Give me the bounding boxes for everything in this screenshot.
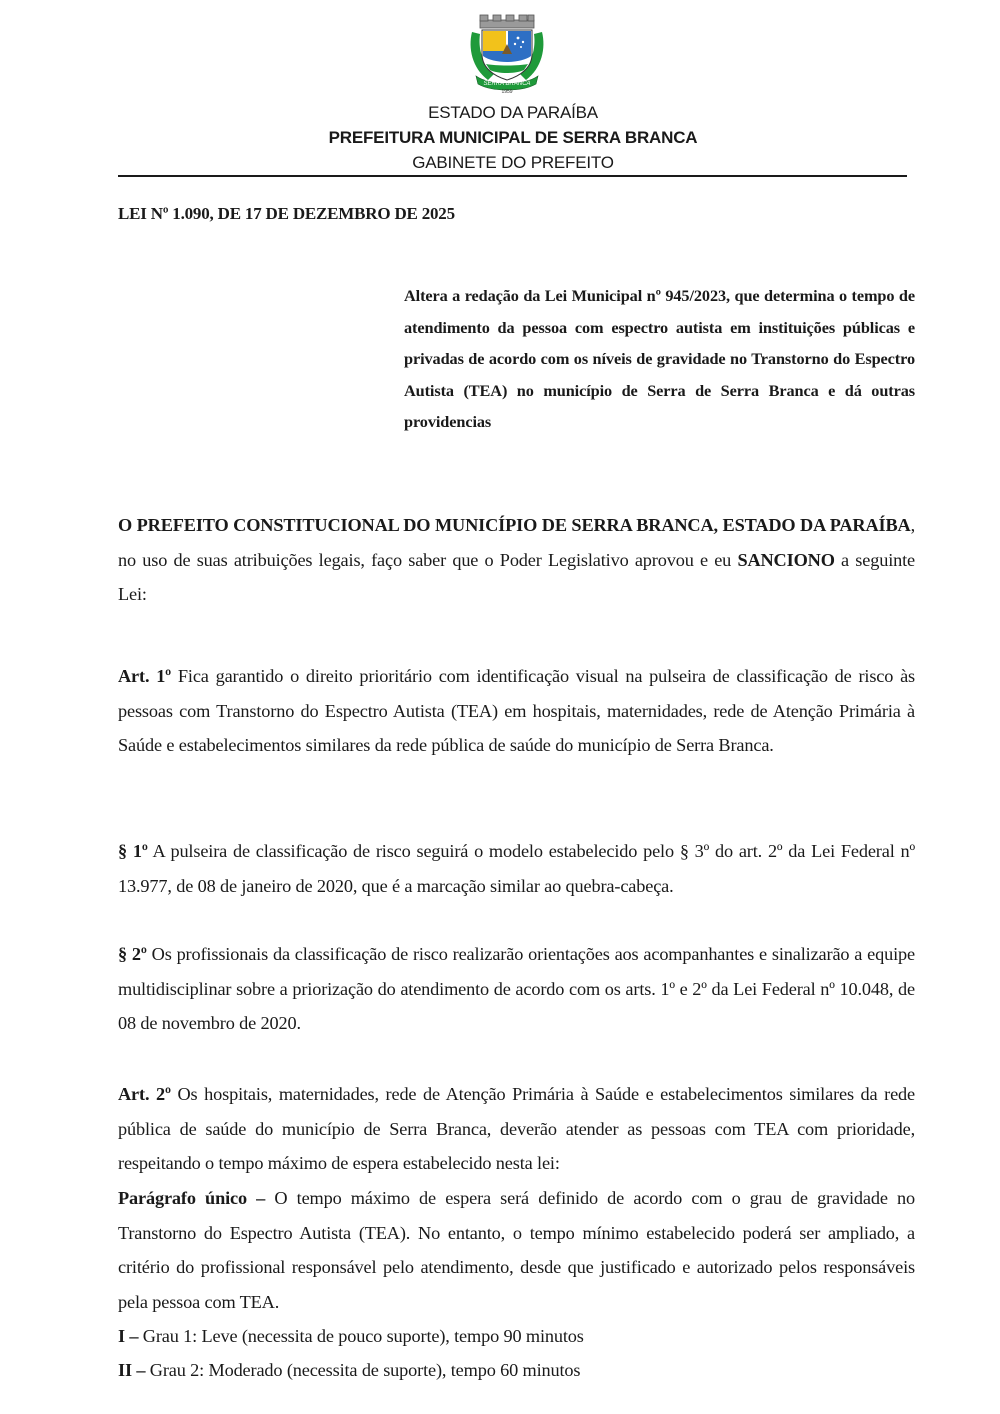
- preamble-text-2: a seguinte Lei:: [118, 549, 916, 605]
- crest-motto: SERRA BRANCA: [483, 81, 531, 87]
- paragraph-2-label: § 2º: [118, 944, 147, 964]
- law-ementa: Altera a redação da Lei Municipal nº 945/2023, que determina o tempo de atendimento da pessoa com espectro autista em instituições públicas e privadas de acordo com os níveis de gravidade no Transtorno do Espectro Autista (TEA) no município de Serra de Serra Branca e dá outras providencias: [404, 286, 915, 431]
- article-1: [118, 659, 915, 763]
- list-item-text: Grau 2: Moderado (necessita de suporte), tempo 60 minutos: [145, 1360, 581, 1380]
- law-title: LEI Nº 1.090, DE 17 DE DEZEMBRO DE 2025: [118, 204, 455, 223]
- header-cabinet: GABINETE DO PREFEITO: [412, 153, 614, 172]
- article-1-text: Fica garantido o direito prioritário com identificação visual na pulseira de classificação de risco às pessoas com Transtorno do Espectro Autista (TEA) em hospitais, maternidades, rede de Atenção Primária à Saúde e estabelecimentos similares da rede pública de saúde do município de Serra Branca.: [118, 666, 915, 756]
- list-item-label: II –: [118, 1360, 146, 1380]
- preamble-sanciono: SANCIONO: [737, 549, 835, 570]
- paragraph-2-text: Os profissionais da classificação de risco realizarão orientações aos acompanhantes e sinalizarão a equipe multidisciplinar sobre a priorização do atendimento de acordo com os arts. 1º e 2º da Lei Federal nº 10.048, de 08 de novembro de 2020.: [118, 944, 915, 1034]
- list-item-text: Grau 1: Leve (necessita de pouco suporte), tempo 90 minutos: [138, 1326, 584, 1346]
- article-2-label: Art. 2º: [118, 1084, 171, 1104]
- article-2: [118, 1077, 915, 1181]
- sole-paragraph-label: Parágrafo único –: [118, 1188, 266, 1208]
- paragraph-2: [118, 937, 915, 1041]
- document-header: [0, 100, 1000, 175]
- crest-year: 1959: [501, 89, 513, 94]
- list-item: [118, 1353, 580, 1387]
- article-1-label: Art. 1º: [118, 666, 172, 686]
- sole-paragraph-text: O tempo máximo de espera será definido de acordo com o grau de gravidade no Transtorno do Espectro Autista (TEA). No entanto, o tempo mínimo estabelecido poderá ser ampliado, a critério do profissional responsável pelo atendimento, desde que justificado e autorizado pelos responsáveis pela pessoa com TEA.: [118, 1188, 915, 1312]
- article-2-text: Os hospitais, maternidades, rede de Atenção Primária à Saúde e estabelecimentos similares da rede pública de saúde do município de Serra Branca, deverão atender as pessoas com TEA com prioridade, respeitando o tempo máximo de espera estabelecido nesta lei:: [118, 1084, 915, 1174]
- header-divider: [118, 175, 907, 177]
- paragraph-1-text: A pulseira de classificação de risco seguirá o modelo estabelecido pelo § 3º do art. 2º da Lei Federal nº 13.977, de 08 de janeiro de 2020, que é a marcação similar ao quebra-cabeça.: [118, 841, 915, 896]
- header-prefecture: PREFEITURA MUNICIPAL DE SERRA BRANCA: [328, 128, 698, 147]
- header-state: ESTADO DA PARAÍBA: [428, 103, 598, 122]
- municipal-crest-logo: [466, 14, 548, 94]
- paragraph-1: [118, 834, 915, 903]
- preamble-bold-lead: O PREFEITO CONSTITUCIONAL DO MUNICÍPIO DE SERRA BRANCA, ESTADO DA PARAÍBA: [118, 515, 911, 535]
- list-item: [118, 1319, 584, 1353]
- sole-paragraph: [118, 1181, 915, 1319]
- paragraph-1-label: § 1º: [118, 841, 148, 861]
- preamble-text-1: , no uso de suas atribuições legais, faço saber que o Poder Legislativo aprovou e eu: [118, 515, 915, 570]
- list-item-label: I –: [118, 1326, 139, 1346]
- preamble-paragraph: [118, 508, 915, 612]
